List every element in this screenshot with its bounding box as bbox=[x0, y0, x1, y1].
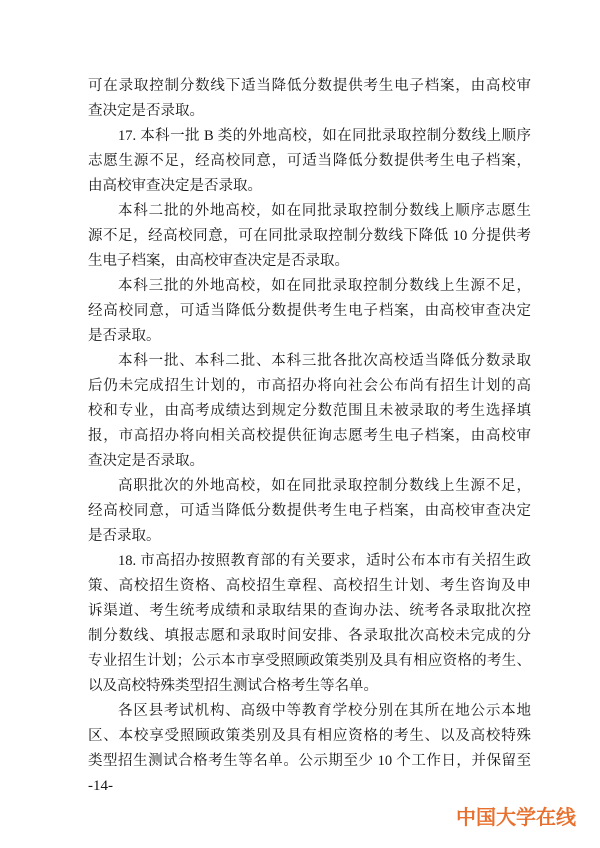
text-line: 策、高校招生资格、高校招生章程、高校招生计划、考生咨询及申 bbox=[88, 578, 531, 594]
text-line: 可在录取控制分数线下适当降低分数提供考生电子档案，由高校审 bbox=[88, 78, 531, 94]
text-line: 高职批次的外地高校，如在同批录取控制分数线上生源不足， bbox=[118, 478, 531, 494]
text-line: 以及高校特殊类型招生测试合格考生等名单。 bbox=[88, 678, 378, 694]
text-line: 类型招生测试合格考生等名单。公示期至少 10 个工作日，并保留至 bbox=[88, 753, 531, 769]
text-line: 是否录取。 bbox=[88, 328, 161, 344]
text-line: 制分数线、填报志愿和录取时间安排、各录取批次高校未完成的分 bbox=[88, 628, 531, 644]
text-line: 本科二批的外地高校，如在同批录取控制分数线上顺序志愿生 bbox=[118, 203, 531, 219]
text-line: 后仍未完成招生计划的，市高招办将向社会公布尚有招生计划的高 bbox=[88, 378, 531, 394]
text-line: 17. 本科一批 B 类的外地高校，如在同批录取控制分数线上顺序 bbox=[118, 128, 531, 144]
text-line: 源不足，经高校同意，可在同批录取控制分数线下降低 10 分提供考 bbox=[88, 228, 531, 244]
site-watermark: 中国大学在线 bbox=[456, 807, 576, 829]
text-line: 是否录取。 bbox=[88, 528, 161, 544]
body-text bbox=[88, 74, 531, 774]
text-line: 报，市高招办将向相关高校提供征询志愿考生电子档案，由高校审 bbox=[88, 428, 531, 444]
text-line: 生电子档案，由高校审查决定是否录取。 bbox=[88, 253, 349, 269]
text-line: 志愿生源不足，经高校同意，可适当降低分数提供考生电子档案， bbox=[88, 153, 531, 169]
text-line: 区、本校享受照顾政策类别及具有相应资格的考生、以及高校特殊 bbox=[88, 728, 531, 744]
text-line: 各区县考试机构、高级中等教育学校分别在其所在地公示本地 bbox=[118, 703, 531, 719]
text-line: 经高校同意，可适当降低分数提供考生电子档案，由高校审查决定 bbox=[88, 303, 531, 319]
text-line: 查决定是否录取。 bbox=[88, 453, 204, 469]
text-line: 经高校同意，可适当降低分数提供考生电子档案，由高校审查决定 bbox=[88, 503, 531, 519]
text-line: 18. 市高招办按照教育部的有关要求，适时公布本市有关招生政 bbox=[118, 553, 531, 569]
text-line: 专业招生计划；公示本市享受照顾政策类别及具有相应资格的考生、 bbox=[88, 653, 531, 669]
text-line: 查决定是否录取。 bbox=[88, 103, 204, 119]
page-number: -14- bbox=[88, 778, 113, 794]
text-line: 由高校审查决定是否录取。 bbox=[88, 178, 262, 194]
text-line: 本科三批的外地高校，如在同批录取控制分数线上生源不足， bbox=[118, 278, 531, 294]
text-line: 诉渠道、考生统考成绩和录取结果的查询办法、统考各录取批次控 bbox=[88, 603, 531, 619]
text-line: 校和专业，由高考成绩达到规定分数范围且未被录取的考生选择填 bbox=[88, 403, 531, 419]
text-line: 本科一批、本科二批、本科三批各批次高校适当降低分数录取 bbox=[118, 353, 531, 369]
